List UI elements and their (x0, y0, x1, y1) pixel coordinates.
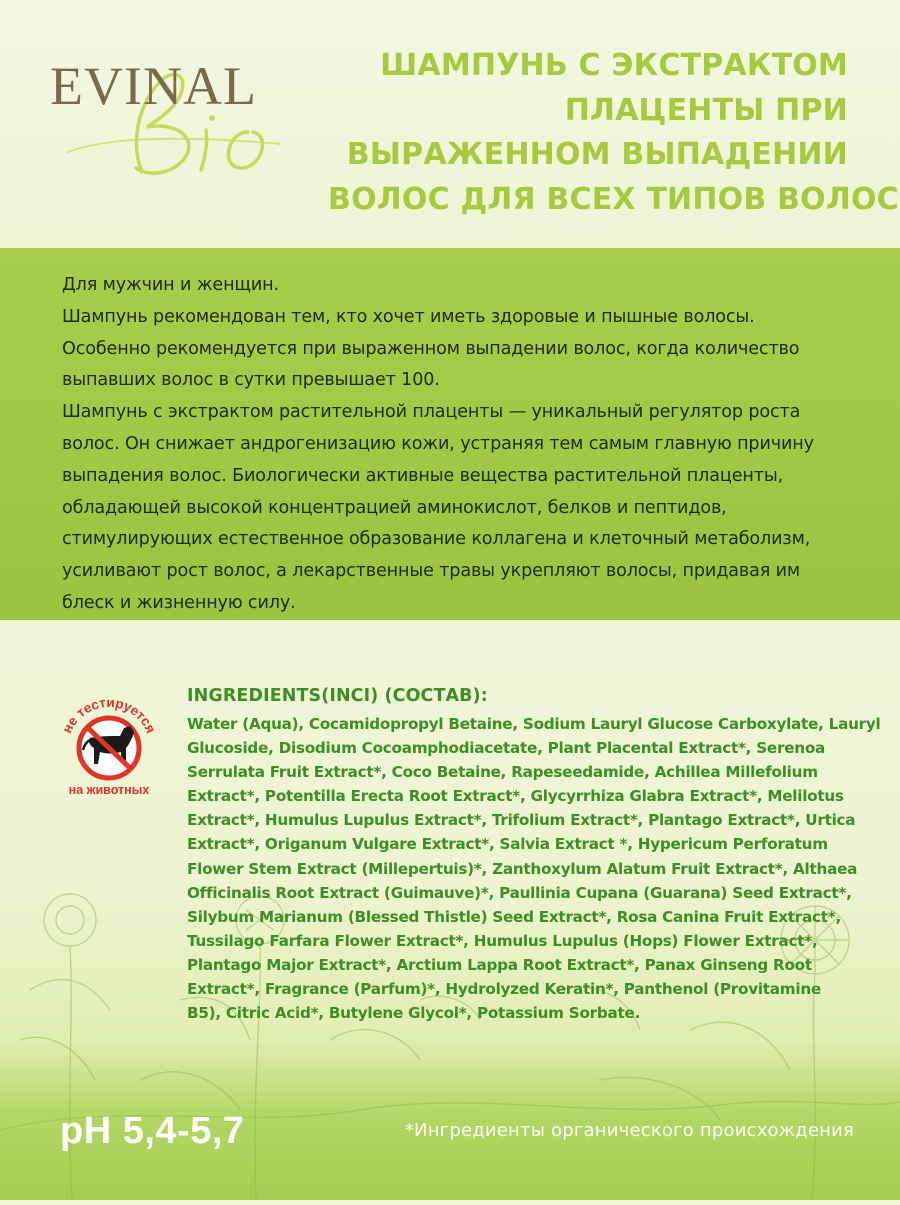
ingredients-line: Extract*, Fragrance (Parfum)*, Hydrolyzed Keratin*, Panthenol (Provitamine (187, 980, 821, 999)
ingredients-line: Extract*, Potentilla Erecta Root Extract*, Glycyrrhiza Glabra Extract*, Melilotus (187, 787, 844, 806)
ingredients-line: Serrulata Fruit Extract*, Coco Betaine, Rapeseedamide, Achillea Millefolium (187, 763, 818, 782)
ingredients-title: INGREDIENTS(INCI) (СОСТАВ): (187, 686, 488, 706)
ingredients-list (187, 712, 887, 1025)
ingredients-line: Tussilago Farfara Flower Extract*, Humulus Lupulus (Hops) Flower Extract*, (187, 931, 818, 950)
title-line: ВОЛОС ДЛЯ ВСЕХ ТИПОВ ВОЛОС (328, 181, 899, 217)
ingredients-line: Plantago Major Extract*, Arctium Lappa Root Extract*, Panax Ginseng Root (187, 955, 812, 974)
description-line: усиливают рост волос, а лекарственные травы укрепляют волосы, придавая им (62, 561, 800, 582)
header (0, 0, 900, 248)
description-line: стимулирующих естественное образование коллагена и клеточный метаболизм, (62, 529, 811, 550)
description-line: Шампунь с экстрактом растительной плаценты — уникальный регулятор роста (62, 402, 801, 423)
svg-text:на животных: на животных (68, 783, 150, 797)
ingredients-line: Glucoside, Disodium Cocoamphodiacetate, Plant Placental Extract*, Serenoa (187, 739, 826, 758)
ingredients-line: Officinalis Root Extract (Guimauve)*, Paullinia Cupana (Guarana) Seed Extract*, (187, 883, 852, 902)
ingredients-line: Extract*, Humulus Lupulus Extract*, Trifolium Extract*, Plantago Extract*, Urtica (187, 811, 856, 830)
svg-text:не тестируется: не тестируется (59, 694, 159, 736)
description-line: Особенно рекомендуется при выраженном выпадении волос, когда количество (62, 338, 800, 359)
ingredients-line: Extract*, Origanum Vulgare Extract*, Salvia Extract *, Hypericum Perforatum (187, 835, 828, 854)
description-line: волос. Он снижает андрогенизацию кожи, устраняя тем самым главную причину (62, 433, 814, 454)
product-title (328, 44, 899, 222)
ingredients-line: Silybum Marianum (Blessed Thistle) Seed Extract*, Rosa Canina Fruit Extract*, (187, 907, 842, 926)
description-text (62, 270, 862, 652)
ingredients-line: Water (Aqua), Cocamidopropyl Betaine, Sodium Lauryl Glucose Carboxylate, Lauryl (187, 715, 881, 733)
title-line: ПЛАЦЕНТЫ ПРИ (564, 92, 848, 128)
description-line: выпавших волос в сутки превышает 100. (62, 370, 440, 391)
title-line: ШАМПУНЬ С ЭКСТРАКТОМ (380, 48, 848, 83)
brand-logo (50, 40, 330, 190)
svg-text:EVINAL: EVINAL (50, 56, 257, 116)
description-line: Шампунь рекомендован тем, кто хочет иметь здоровые и пышные волосы. (62, 306, 755, 327)
ph-value: pH 5,4-5,7 (60, 1110, 245, 1152)
description-line: выпадения волос. Биологически активные вещества растительной плаценты, (62, 465, 784, 486)
ingredients-line: Flower Stem Extract (Millepertuis)*, Zanthoxylum Alatum Fruit Extract*, Althaea (187, 859, 858, 878)
crossed-dog-icon (50, 686, 168, 804)
title-line: ВЫРАЖЕННОМ ВЫПАДЕНИИ (346, 137, 848, 172)
evinal-bio-logo-icon (50, 40, 330, 190)
ingredients-line: B5), Citric Acid*, Butylene Glycol*, Potassium Sorbate. (187, 1004, 641, 1023)
description-line: обладающей высокой концентрацией аминокислот, белков и пептидов, (62, 497, 727, 518)
organic-footnote: *Ингредиенты органического происхождения (404, 1120, 854, 1141)
description-line: блеск и жизненную силу. (62, 592, 296, 613)
not-tested-on-animals-badge (50, 686, 168, 804)
description-line: Для мужчин и женщин. (62, 275, 279, 295)
